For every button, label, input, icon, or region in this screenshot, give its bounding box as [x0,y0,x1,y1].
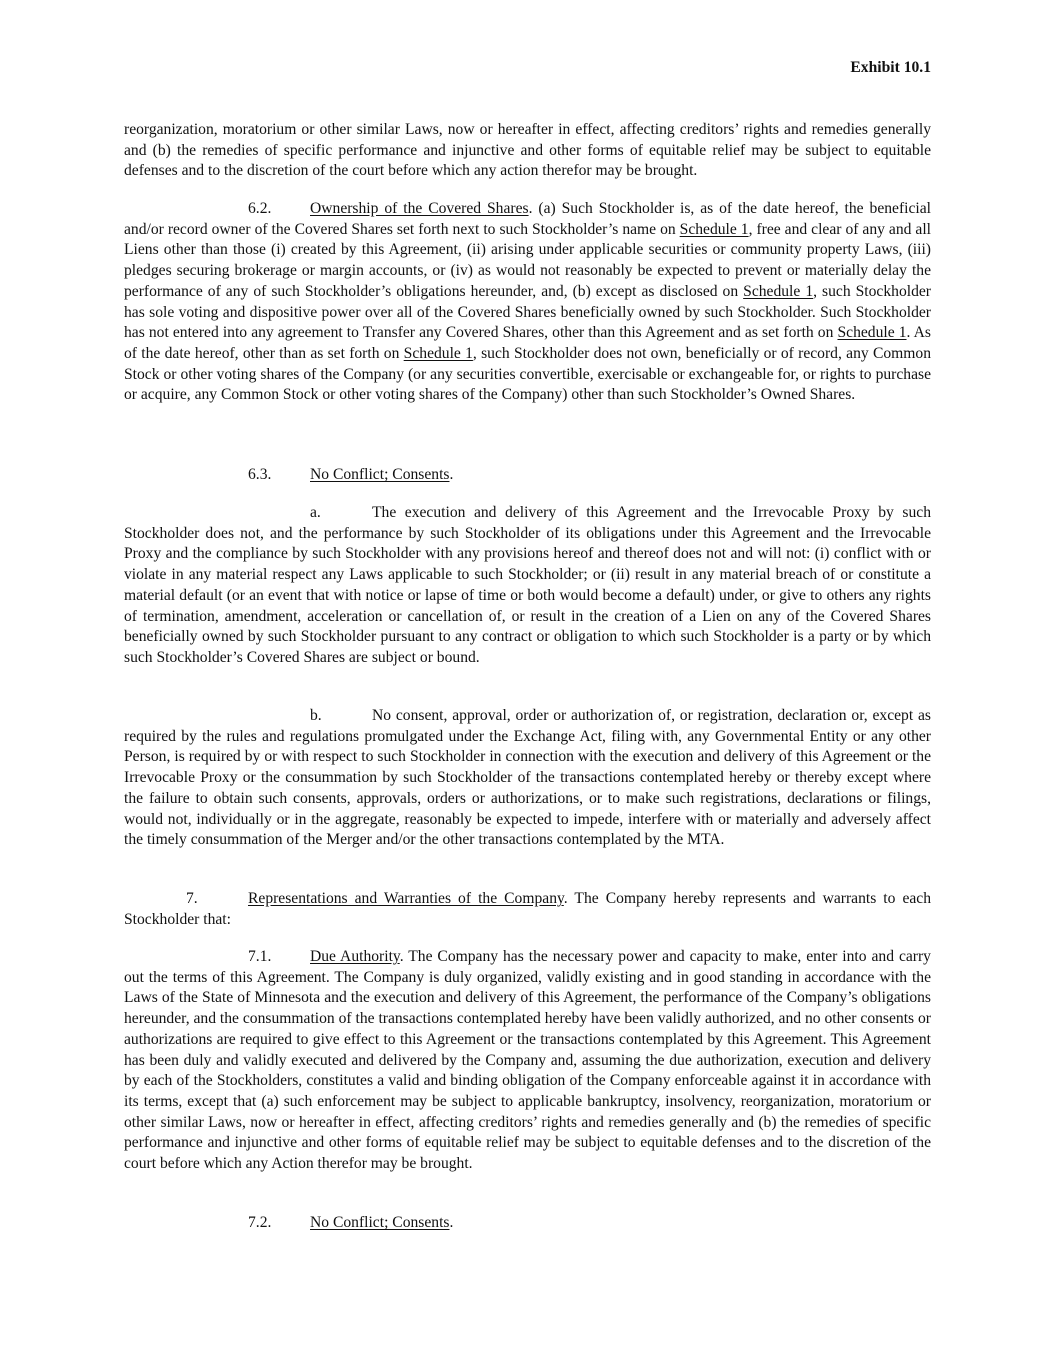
subsection-letter: a. [310,504,321,521]
section-title: No Conflict; Consents [310,1214,450,1231]
section-number: 7.2. [248,1214,272,1231]
schedule-ref: Schedule 1 [403,344,473,362]
section-number: 6.3. [248,466,272,483]
section-6-2: 6.2. Ownership of the Covered Shares. (a) Such Stockholder is, as of the date hereof, the beneficial and/or record owner of the Covered Shares set forth next to such Stockholder’s name on Schedule 1, free and clear of any and all Liens other than those (i) created by this Agreement, (ii) arising under applicable securities or community property Laws, (iii) pledges securing brokerage or margin accounts, or (iv) as would not reasonably be expected to prevent or materially delay the performance of any of such Stockholder’s obligations hereunder, and, (b) except as disclosed on Schedule 1, such Stockholder has sole voting and dispositive power over all of the Covered Shares beneficially owned by such Stockholder. Such Stockholder has not entered into any agreement to Transfer any Covered Shares, other than this Agreement and as set forth on Schedule 1. As of the date hereof, other than as set forth on Schedule 1, such Stockholder does not own, beneficially or of record, any Common Stock or other voting shares of the Company (or any securities convertible, exercisable or exchangeable for, or rights to purchase or acquire, any Common Stock or other voting shares of the Company) other than such Stockholder’s Owned Shares. [124,200,931,404]
section-title: Ownership of the Covered Shares [310,200,529,217]
section-number: 7.1. [248,948,272,965]
section-number: 7. [186,890,198,907]
section-title: Representations and Warranties of the Company [248,890,564,907]
schedule-ref: Schedule 1 [743,282,814,300]
paragraph-intro: reorganization, moratorium or other similar Laws, now or hereafter in effect, affecting creditors’ rights and remedies generally and (b) the remedies of specific performance and injunctive and other forms of equitable relief may be subject to equitable defenses and to the discretion of the court before which any action therefor may be brought. [124,121,931,180]
schedule-ref: Schedule 1 [679,220,749,238]
section-7-2-heading: 7.2. No Conflict; Consents. [124,1213,931,1234]
subsection-letter: b. [310,707,322,724]
section-7: 7. Representations and Warranties of the Company. The Company hereby represents and warrants to each Stockholder that: [124,890,932,928]
section-7-1: 7.1. Due Authority. The Company has the necessary power and capacity to make, enter into and carry out the terms of this Agreement. The Company is duly organized, validly existing and in good standing in accordance with the Laws of the State of Minnesota and the execution and delivery of this Agreement, the performance of the Company’s obligations hereunder, and the consummation of the transactions contemplated hereby have been validly authorized, and no other consents or authorizations are required to give effect to this Agreement or the transactions contemplated by this Agreement. This Agreement has been duly and validly executed and delivered by the Company and, assuming the due authorization, execution and delivery by each of the Stockholders, constitutes a valid and binding obligation of the Company enforceable against it in accordance with its terms, except that (a) such enforcement may be subject to applicable bankruptcy, insolvency, reorganization, moratorium or other similar Laws, now or hereafter in effect, affecting creditors’ rights and remedies generally and (b) the remedies of specific performance and injunctive and other forms of equitable relief may be subject to equitable defenses and to the discretion of the court before which any Action therefor may be brought. [124,948,931,1173]
section-6-3-b: b. No consent, approval, order or authorization of, or registration, declaration or, except as required by the rules and regulations promulgated under the Exchange Act, filing with, any Governmental Entity or any other Person, is required by or with respect to such Stockholder in connection with the execution and delivery of this Agreement or the Irrevocable Proxy or the consummation by such Stockholder of the transactions contemplated hereby or thereby except where the failure to obtain such consents, approvals, orders or authorizations, or to make such registrations, declarations or filings, would not, individually or in the aggregate, reasonably be expected to impede, interfere with or materially and adversely affect the timely consummation of the Merger and/or the other transactions contemplated by the MTA. [124,707,931,849]
section-title: No Conflict; Consents [310,466,450,483]
schedule-ref: Schedule 1 [837,324,907,342]
section-6-3-a: a. The execution and delivery of this Agreement and the Irrevocable Proxy by such Stockholder does not, and the performance by such Stockholder of its obligations under this Agreement and the Irrevocable Proxy and the compliance by such Stockholder with any provisions hereof and thereof does not and will not: (i) conflict with or violate in any material respect any Laws applicable to such Stockholder; or (ii) result in any material breach of or constitute a material default (or an event that with notice or lapse of time or both would become a default) under, or give to others any rights of termination, amendment, acceleration or cancellation of, or result in the creation of a Lien on any of the Covered Shares beneficially owned by such Stockholder pursuant to any contract or obligation to which such Stockholder is a party or by which such Stockholder’s Covered Shares are subject or bound. [124,504,931,666]
section-number: 6.2. [248,200,272,217]
section-title: Due Authority [310,948,400,965]
exhibit-label: Exhibit 10.1 [850,59,931,76]
section-6-3-heading: 6.3. No Conflict; Consents. [124,465,931,486]
